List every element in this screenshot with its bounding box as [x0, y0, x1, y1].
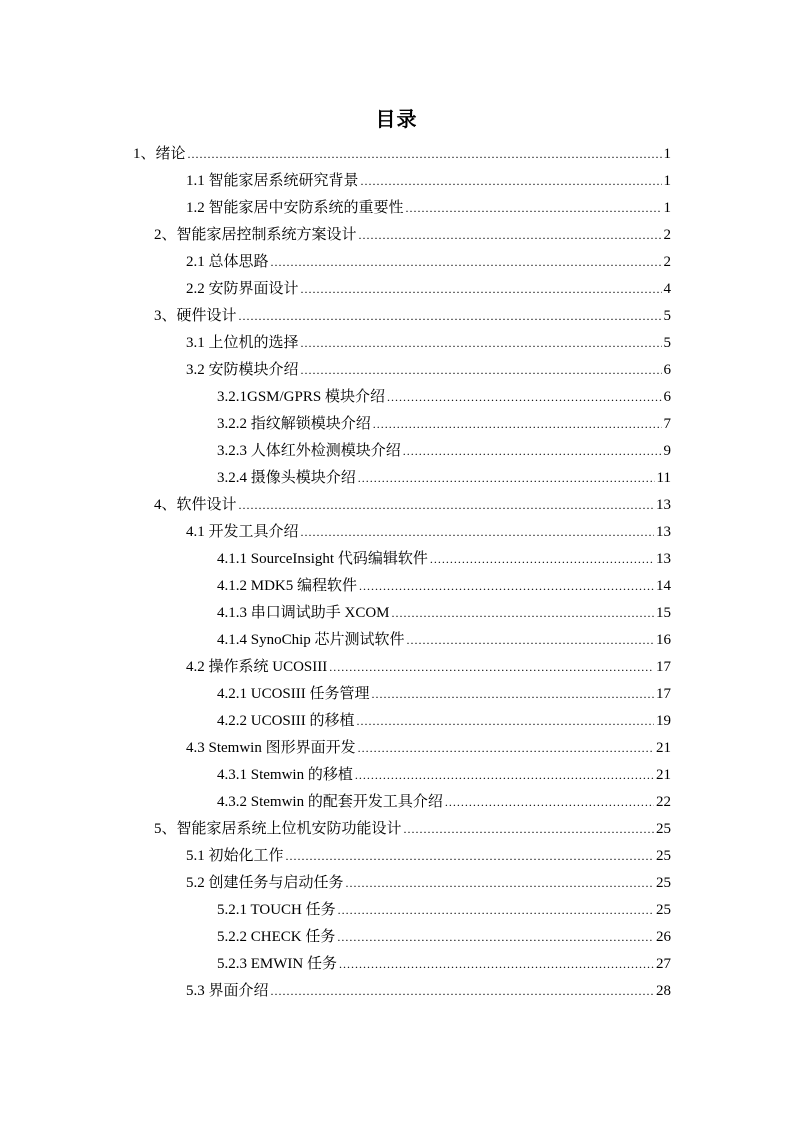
toc-entry[interactable]	[217, 765, 671, 785]
toc-entry[interactable]	[217, 630, 671, 650]
toc-entry-label: 4.1.3 串口调试助手 XCOM	[217, 605, 390, 621]
toc-entry[interactable]	[154, 306, 671, 326]
toc-entry-label: 1.2 智能家居中安防系统的重要性	[186, 200, 404, 216]
toc-entry-label: 3.2 安防模块介绍	[186, 362, 299, 378]
toc-entry-label: 4.3.1 Stemwin 的移植	[217, 767, 353, 783]
toc-entry[interactable]	[217, 576, 671, 596]
toc-entry[interactable]	[217, 603, 671, 623]
toc-entry[interactable]	[186, 657, 671, 677]
toc-leader-dots	[406, 198, 662, 218]
toc-leader-dots	[358, 738, 654, 758]
toc-leader-dots	[430, 549, 654, 569]
toc-leader-dots	[403, 441, 662, 461]
toc-entry-page: 21	[656, 767, 671, 783]
toc-leader-dots	[338, 900, 654, 920]
toc-leader-dots	[359, 225, 662, 245]
page-title: 目录	[375, 109, 418, 131]
toc-entry[interactable]	[217, 684, 671, 704]
toc-entry[interactable]	[217, 900, 671, 920]
toc-entry-label: 3.2.1GSM/GPRS 模块介绍	[217, 389, 385, 405]
toc-leader-dots	[301, 522, 654, 542]
toc-entry-label: 5.2.3 EMWIN 任务	[217, 956, 337, 972]
toc-entry-label: 4.1.1 SourceInsight 代码编辑软件	[217, 551, 428, 567]
toc-entry-label: 1.1 智能家居系统研究背景	[186, 173, 359, 189]
toc-entry-label: 4、软件设计	[154, 497, 237, 513]
toc-entry[interactable]	[186, 360, 671, 380]
toc-leader-dots	[301, 360, 662, 380]
toc-entry[interactable]	[217, 441, 671, 461]
toc-entry[interactable]	[217, 414, 671, 434]
toc-entry-label: 5、智能家居系统上位机安防功能设计	[154, 821, 402, 837]
toc-leader-dots	[445, 792, 654, 812]
toc-entry-page: 25	[656, 902, 671, 918]
toc-entry[interactable]	[186, 252, 671, 272]
toc-entry-label: 4.1.4 SynoChip 芯片测试软件	[217, 632, 405, 648]
toc-entry[interactable]	[154, 225, 671, 245]
toc-entry-label: 4.3.2 Stemwin 的配套开发工具介绍	[217, 794, 443, 810]
toc-entry-page: 6	[663, 389, 671, 405]
toc-entry-page: 26	[656, 929, 671, 945]
toc-entry[interactable]	[186, 279, 671, 299]
toc-entry-page: 4	[663, 281, 671, 297]
toc-leader-dots	[355, 765, 654, 785]
toc-leader-dots	[339, 954, 654, 974]
toc-entry-label: 4.2.1 UCOSIII 任务管理	[217, 686, 370, 702]
toc-entry-page: 27	[656, 956, 671, 972]
toc-entry[interactable]	[186, 738, 671, 758]
toc-leader-dots	[387, 387, 662, 407]
toc-leader-dots	[286, 846, 654, 866]
toc-entry-page: 17	[656, 659, 671, 675]
toc-entry-label: 4.1 开发工具介绍	[186, 524, 299, 540]
toc-entry-label: 5.2.2 CHECK 任务	[217, 929, 336, 945]
toc-leader-dots	[301, 279, 662, 299]
toc-entry-page: 9	[663, 443, 671, 459]
toc-entry-label: 2.2 安防界面设计	[186, 281, 299, 297]
toc-leader-dots	[372, 684, 655, 704]
toc-entry-page: 19	[656, 713, 671, 729]
toc-leader-dots	[337, 927, 654, 947]
toc-entry[interactable]	[217, 927, 671, 947]
toc-entry-page: 6	[663, 362, 671, 378]
toc-leader-dots	[407, 630, 654, 650]
toc-entry-page: 1	[663, 200, 671, 216]
toc-entry-page: 5	[663, 335, 671, 351]
toc-entry-page: 28	[656, 983, 671, 999]
toc-entry-label: 1、绪论	[133, 146, 186, 162]
toc-entry-label: 2、智能家居控制系统方案设计	[154, 227, 357, 243]
toc-entry-page: 7	[663, 416, 671, 432]
toc-entry[interactable]	[186, 873, 671, 893]
toc-leader-dots	[357, 711, 655, 731]
toc-leader-dots	[271, 981, 654, 1001]
toc-leader-dots	[361, 171, 662, 191]
toc-entry[interactable]	[186, 846, 671, 866]
toc-leader-dots	[329, 657, 654, 677]
toc-entry-label: 4.2 操作系统 UCOSIII	[186, 659, 328, 675]
toc-entry[interactable]	[217, 549, 671, 569]
toc-entry[interactable]	[186, 198, 671, 218]
toc-entry-label: 5.3 界面介绍	[186, 983, 269, 999]
toc-entry[interactable]	[186, 522, 671, 542]
toc-entry[interactable]	[217, 387, 671, 407]
toc-entry-page: 25	[656, 875, 671, 891]
toc-entry-page: 14	[656, 578, 671, 594]
toc-entry-page: 5	[663, 308, 671, 324]
toc-entry-page: 1	[663, 173, 671, 189]
toc-entry-label: 4.1.2 MDK5 编程软件	[217, 578, 358, 594]
toc-entry-label: 3、硬件设计	[154, 308, 237, 324]
toc-leader-dots	[359, 576, 654, 596]
toc-entry-page: 22	[656, 794, 671, 810]
toc-leader-dots	[404, 819, 654, 839]
toc-entry[interactable]	[133, 144, 671, 164]
toc-entry-label: 3.1 上位机的选择	[186, 335, 299, 351]
toc-entry-page: 21	[656, 740, 671, 756]
toc-entry[interactable]	[217, 954, 671, 974]
toc-entry-page: 2	[663, 227, 671, 243]
toc-entry[interactable]	[217, 468, 671, 488]
toc-leader-dots	[239, 495, 654, 515]
toc-entry[interactable]	[154, 495, 671, 515]
toc-leader-dots	[188, 144, 662, 164]
toc-entry-label: 2.1 总体思路	[186, 254, 269, 270]
toc-leader-dots	[373, 414, 662, 434]
toc-entry-label: 5.1 初始化工作	[186, 848, 284, 864]
toc-entry[interactable]	[186, 333, 671, 353]
toc-entry[interactable]	[186, 171, 671, 191]
toc-entry-page: 13	[656, 497, 671, 513]
toc-entry-page: 13	[656, 524, 671, 540]
toc-entry-label: 4.3 Stemwin 图形界面开发	[186, 740, 356, 756]
toc-leader-dots	[239, 306, 662, 326]
toc-entry-page: 1	[663, 146, 671, 162]
toc-leader-dots	[392, 603, 654, 623]
toc-leader-dots	[301, 333, 662, 353]
toc-entry[interactable]	[186, 981, 671, 1001]
toc-entry-page: 25	[656, 848, 671, 864]
toc-entry-page: 13	[656, 551, 671, 567]
toc-entry-page: 15	[656, 605, 671, 621]
toc-entry[interactable]	[217, 711, 671, 731]
toc-entry-label: 3.2.3 人体红外检测模块介绍	[217, 443, 401, 459]
toc-entry[interactable]	[217, 792, 671, 812]
toc-entry-page: 16	[656, 632, 671, 648]
toc-entry-label: 4.2.2 UCOSIII 的移植	[217, 713, 355, 729]
toc-entry-label: 3.2.2 指纹解锁模块介绍	[217, 416, 371, 432]
toc-entry-page: 2	[663, 254, 671, 270]
toc-entry-label: 3.2.4 摄像头模块介绍	[217, 470, 356, 486]
toc-entry-label: 5.2 创建任务与启动任务	[186, 875, 344, 891]
toc-entry-page: 17	[656, 686, 671, 702]
toc-leader-dots	[346, 873, 654, 893]
toc-entry-page: 11	[656, 470, 671, 486]
toc-leader-dots	[271, 252, 662, 272]
toc-entry-page: 25	[656, 821, 671, 837]
toc-entry-label: 5.2.1 TOUCH 任务	[217, 902, 336, 918]
toc-entry[interactable]	[154, 819, 671, 839]
toc-leader-dots	[358, 468, 655, 488]
